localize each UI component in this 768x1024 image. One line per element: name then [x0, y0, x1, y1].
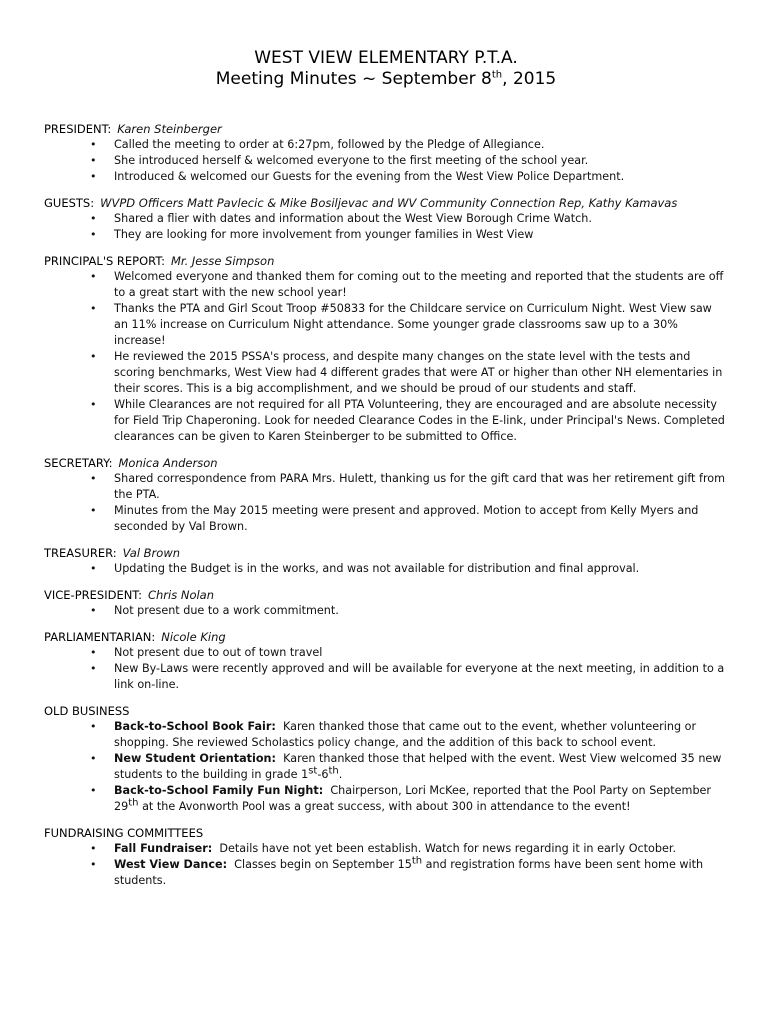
item-sup: th — [411, 855, 423, 867]
item-title: Fall Fundraiser: — [114, 842, 213, 855]
guests-section — [44, 195, 728, 243]
item-title: West View Dance: — [114, 858, 228, 871]
list-item: • He reviewed the 2015 PSSA's process, and despite many changes on the state level with the tests and scoring benchmarks, West View had 4 different grades that were AT or higher than other NH elementaries in their scores. This is a big accomplishment, and we should be proud of our students and staff. — [44, 349, 728, 397]
list-item: • While Clearances are not required for all PTA Volunteering, they are encouraged and are absolute necessity for Field Trip Chaperoning. Look for needed Clearance Codes in the E-link, under Principal's News. Completed clearances can be given to Karen Steinberger to be submitted to Office. — [44, 397, 728, 445]
list-item — [44, 719, 728, 751]
section-label: SECRETARY: — [44, 456, 113, 470]
item-text: . — [338, 768, 343, 781]
item-text: -6 — [317, 768, 329, 781]
section-label: PARLIAMENTARIAN: — [44, 630, 156, 644]
item-sup: th — [128, 797, 139, 809]
subtitle-tail: , 2015 — [502, 69, 557, 89]
section-person: Karen Steinberger — [117, 122, 222, 136]
document-subtitle — [44, 69, 728, 89]
list-item: • New By-Laws were recently approved and will be available for everyone at the next meeting, in addition to a link on-line. — [44, 661, 728, 693]
list-item: • Not present due to a work commitment. — [44, 603, 728, 619]
item-sup: th — [328, 765, 339, 777]
list-item: • Thanks the PTA and Girl Scout Troop #50833 for the Childcare service on Curriculum Night. West View saw an 11% increase on Curriculum Night attendance. Some younger grade classrooms saw up to a 30% increase! — [44, 301, 728, 349]
list-item: • Called the meeting to order at 6:27pm, followed by the Pledge of Allegiance. — [44, 137, 728, 153]
treasurer-section — [44, 545, 728, 577]
section-label: FUNDRAISING COMMITTEES — [44, 826, 204, 840]
vice-president-section — [44, 587, 728, 619]
item-text: Karen thanked those that came out to the event, whether volunteering or shopping. She reviewed Scholastics policy change, and the addition of this back to school event. — [114, 720, 697, 749]
item-text: Chairperson, Lori McKee, reported that the Pool Party on September 29 — [114, 784, 712, 813]
item-text: Details have not yet been establish. Watch for news regarding it in early October. — [219, 842, 676, 855]
item-text: Classes begin on September 15 — [234, 858, 412, 871]
list-item — [44, 841, 728, 857]
section-person: Mr. Jesse Simpson — [170, 254, 275, 268]
item-text: Karen thanked those that helped with the event. West View welcomed 35 new students to the building in grade 1 — [114, 752, 722, 781]
old-business-section — [44, 703, 728, 815]
section-label: PRINCIPAL'S REPORT: — [44, 254, 165, 268]
section-person: Monica Anderson — [118, 456, 218, 470]
item-title: Back-to-School Book Fair: — [114, 720, 276, 733]
item-title: New Student Orientation: — [114, 752, 276, 765]
section-label: GUESTS: — [44, 196, 95, 210]
subtitle-sup: th — [491, 69, 503, 81]
section-person: Val Brown — [122, 546, 181, 560]
section-label: VICE-PRESIDENT: — [44, 588, 142, 602]
item-text: and registration forms have been sent home with students. — [114, 858, 704, 887]
section-person: Nicole King — [161, 630, 226, 644]
list-item: • Shared a flier with dates and information about the West View Borough Crime Watch. — [44, 211, 728, 227]
list-item — [44, 857, 728, 889]
section-label: PRESIDENT: — [44, 122, 112, 136]
list-item: • Welcomed everyone and thanked them for coming out to the meeting and reported that the students are off to a great start with the new school year! — [44, 269, 728, 301]
list-item: • She introduced herself & welcomed everyone to the first meeting of the school year. — [44, 153, 728, 169]
document-title: WEST VIEW ELEMENTARY P.T.A. — [254, 48, 518, 68]
list-item: • Not present due to out of town travel — [44, 645, 728, 661]
section-label: OLD BUSINESS — [44, 704, 130, 718]
list-item — [44, 751, 728, 783]
list-item: • Shared correspondence from PARA Mrs. Hulett, thanking us for the gift card that was her retirement gift from the PTA. — [44, 471, 728, 503]
list-item: • They are looking for more involvement from younger families in West View — [44, 227, 728, 243]
item-sup: st — [308, 765, 318, 777]
list-item: • Updating the Budget is in the works, and was not available for distribution and final approval. — [44, 561, 728, 577]
item-title: Back-to-School Family Fun Night: — [114, 784, 324, 797]
fundraising-section — [44, 825, 728, 889]
list-item: • Minutes from the May 2015 meeting were present and approved. Motion to accept from Kelly Myers and seconded by Val Brown. — [44, 503, 728, 535]
item-text: at the Avonworth Pool was a great success, with about 300 in attendance to the event! — [142, 800, 631, 813]
principal-section — [44, 253, 728, 445]
list-item: • Introduced & welcomed our Guests for the evening from the West View Police Department. — [44, 169, 728, 185]
section-person: Chris Nolan — [147, 588, 215, 602]
parliamentarian-section — [44, 629, 728, 693]
list-item — [44, 783, 728, 815]
section-person: WVPD Officers Matt Pavlecic & Mike Bosiljevac and WV Community Connection Rep, Kathy Kamavas — [100, 196, 678, 210]
president-section — [44, 121, 728, 185]
subtitle-text: Meeting Minutes ~ September 8 — [215, 69, 492, 89]
secretary-section — [44, 455, 728, 535]
section-label: TREASURER: — [44, 546, 117, 560]
